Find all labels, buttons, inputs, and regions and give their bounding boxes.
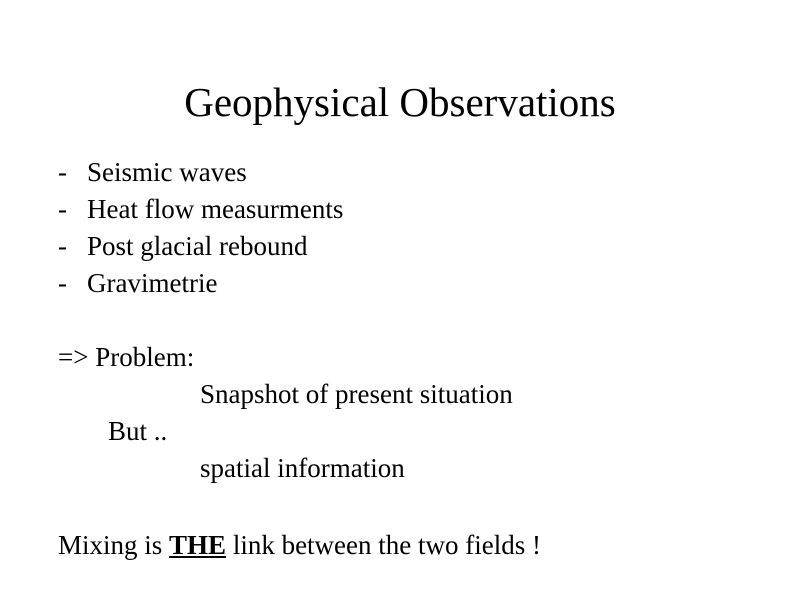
bullet-marker: - — [58, 194, 67, 224]
bullet-marker: - — [58, 268, 67, 298]
but-line: But .. — [108, 416, 168, 446]
bullet-text: Post glacial rebound — [87, 231, 308, 261]
bullet-text: Seismic waves — [87, 157, 247, 187]
conclusion-emphasis: THE — [169, 530, 227, 560]
bullet-marker: - — [58, 231, 67, 261]
bullet-item-heat-flow — [58, 191, 343, 228]
bullet-text: Heat flow measurments — [87, 194, 344, 224]
bullet-item-gravimetrie — [58, 265, 343, 302]
bullet-text: Gravimetrie — [87, 268, 218, 298]
conclusion-text-before: Mixing is — [58, 530, 170, 560]
conclusion-line — [58, 527, 541, 564]
bullet-item-seismic — [58, 154, 343, 191]
slide-title: Geophysical Observations — [184, 79, 616, 125]
conclusion-text-after: link between the two fields ! — [226, 530, 541, 560]
snapshot-line: Snapshot of present situation — [200, 379, 513, 409]
bullet-item-rebound — [58, 228, 343, 265]
problem-line: => Problem: — [58, 342, 195, 372]
bullet-marker: - — [58, 157, 67, 187]
bullet-list — [58, 154, 343, 302]
spatial-information-line: spatial information — [200, 453, 405, 483]
